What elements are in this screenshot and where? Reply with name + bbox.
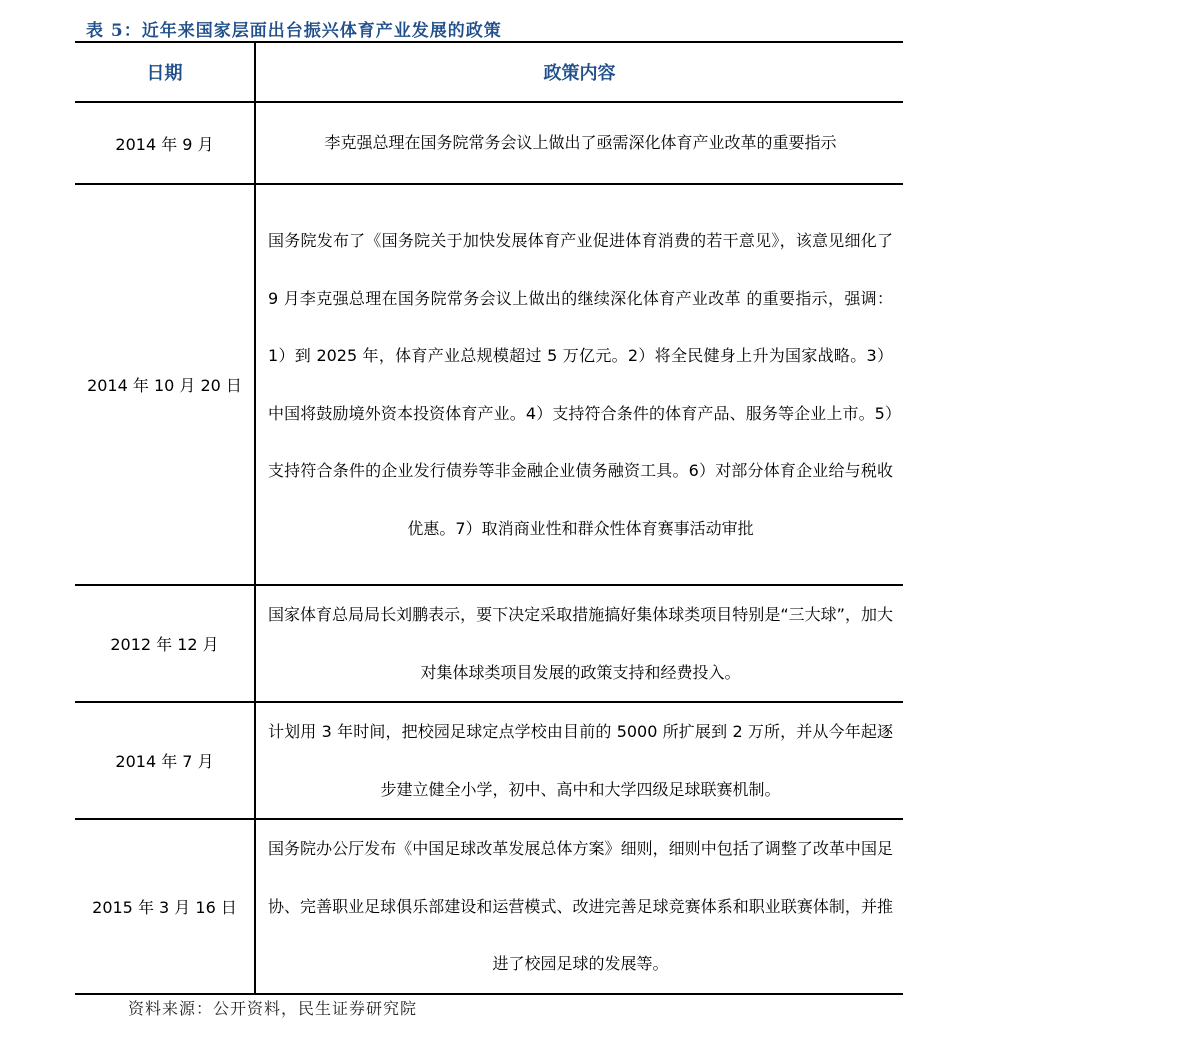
source-note: 资料来源：公开资料，民生证券研究院 (128, 999, 418, 1018)
policy-table (75, 41, 903, 995)
date-cell: 2014 年 9 月 (75, 102, 255, 184)
table-header-row (75, 42, 903, 102)
table-row (75, 184, 903, 585)
table-row (75, 819, 903, 994)
date-cell: 2015 年 3 月 16 日 (75, 819, 255, 994)
column-header-content: 政策内容 (255, 42, 903, 102)
column-header-date: 日期 (75, 42, 255, 102)
table-caption: 表 5：近年来国家层面出台振兴体育产业发展的政策 (86, 21, 502, 41)
content-cell: 李克强总理在国务院常务会议上做出了亟需深化体育产业改革的重要指示 (255, 102, 903, 184)
content-cell: 国务院办公厅发布《中国足球改革发展总体方案》细则，细则中包括了调整了改革中国足协、完善职业足球俱乐部建设和运营模式、改进完善足球竞赛体系和职业联赛体制，并推进了校园足球的发展等。 (255, 819, 903, 994)
table-row (75, 585, 903, 702)
table-row (75, 702, 903, 819)
date-cell: 2012 年 12 月 (75, 585, 255, 702)
content-cell: 国家体育总局局长刘鹏表示，要下决定采取措施搞好集体球类项目特别是“三大球”，加大对集体球类项目发展的政策支持和经费投入。 (255, 585, 903, 702)
content-cell: 计划用 3 年时间，把校园足球定点学校由目前的 5000 所扩展到 2 万所，并从今年起逐步建立健全小学，初中、高中和大学四级足球联赛机制。 (255, 702, 903, 819)
table-row (75, 102, 903, 184)
date-cell: 2014 年 7 月 (75, 702, 255, 819)
content-cell: 国务院发布了《国务院关于加快发展体育产业促进体育消费的若干意见》，该意见细化了 9 月李克强总理在国务院常务会议上做出的继续深化体育产业改革 的重要指示，强调：1）到 2025 年，体育产业总规模超过 5 万亿元。2）将全民健身上升为国家战略。3）中国将鼓励境外资本投资体育产业。4）支持符合条件的体育产品、服务等企业上市。5）支持符合条件的企业发行债券等非金融企业债务融资工具。6）对部分体育企业给与税收优惠。7）取消商业性和群众性体育赛事活动审批 (255, 184, 903, 585)
date-cell: 2014 年 10 月 20 日 (75, 184, 255, 585)
